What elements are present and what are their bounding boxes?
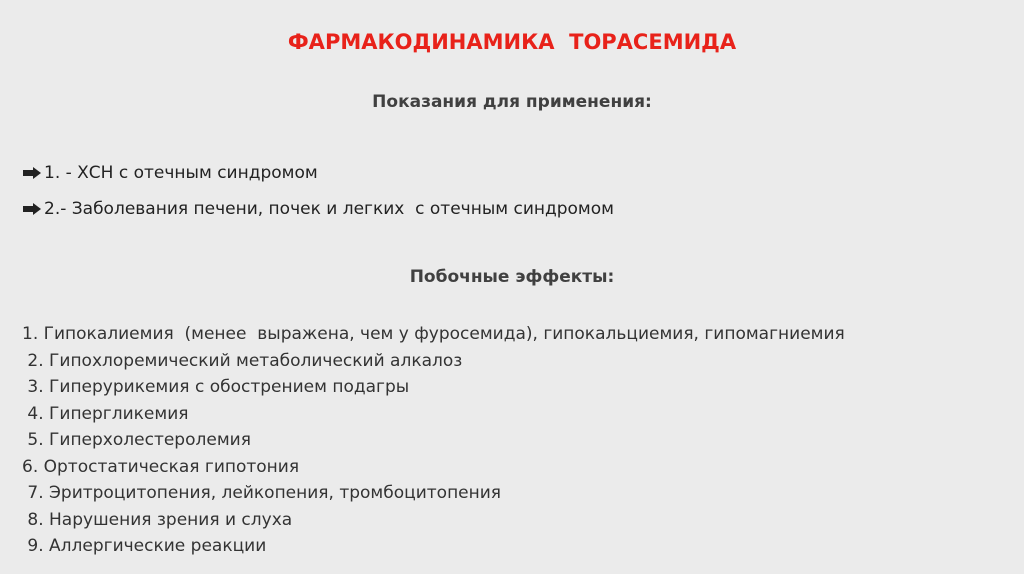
side-effect-item: 7. Эритроцитопения, лейкопения, тромбоцитопения	[22, 483, 502, 503]
side-effect-item: 9. Аллергические реакции	[22, 536, 267, 556]
arrow-bullet-icon	[22, 202, 42, 216]
side-effects-list	[22, 321, 845, 560]
side-effect-item: 6. Ортостатическая гипотония	[22, 456, 300, 477]
indication-item-label: 2.- Заболевания печени, почек и легких с отечным синдромом	[44, 199, 614, 219]
side-effects-heading: Побочные эффекты:	[409, 267, 615, 287]
slide-title: ФАРМАКОДИНАМИКА ТОРАСЕМИДА	[287, 30, 737, 54]
indication-item-label: 1. - ХСН с отечным синдромом	[44, 163, 318, 183]
side-effect-item: 2. Гипохлоремический метаболический алкалоз	[22, 350, 463, 371]
side-effect-item: 5. Гиперхолестеролемия	[22, 430, 251, 450]
indication-item-1	[22, 163, 318, 183]
indications-heading: Показания для применения:	[372, 92, 652, 112]
arrow-bullet-icon	[22, 166, 42, 180]
side-effect-item: 3. Гиперурикемия с обострением подагры	[22, 377, 410, 397]
indication-item-2	[22, 199, 614, 219]
side-effect-item: 1. Гипокалиемия (менее выражена, чем у фуросемида), гипокальциемия, гипомагниемия	[22, 324, 845, 344]
side-effect-item: 8. Нарушения зрения и слуха	[22, 509, 293, 530]
side-effect-item: 4. Гипергликемия	[22, 403, 189, 424]
